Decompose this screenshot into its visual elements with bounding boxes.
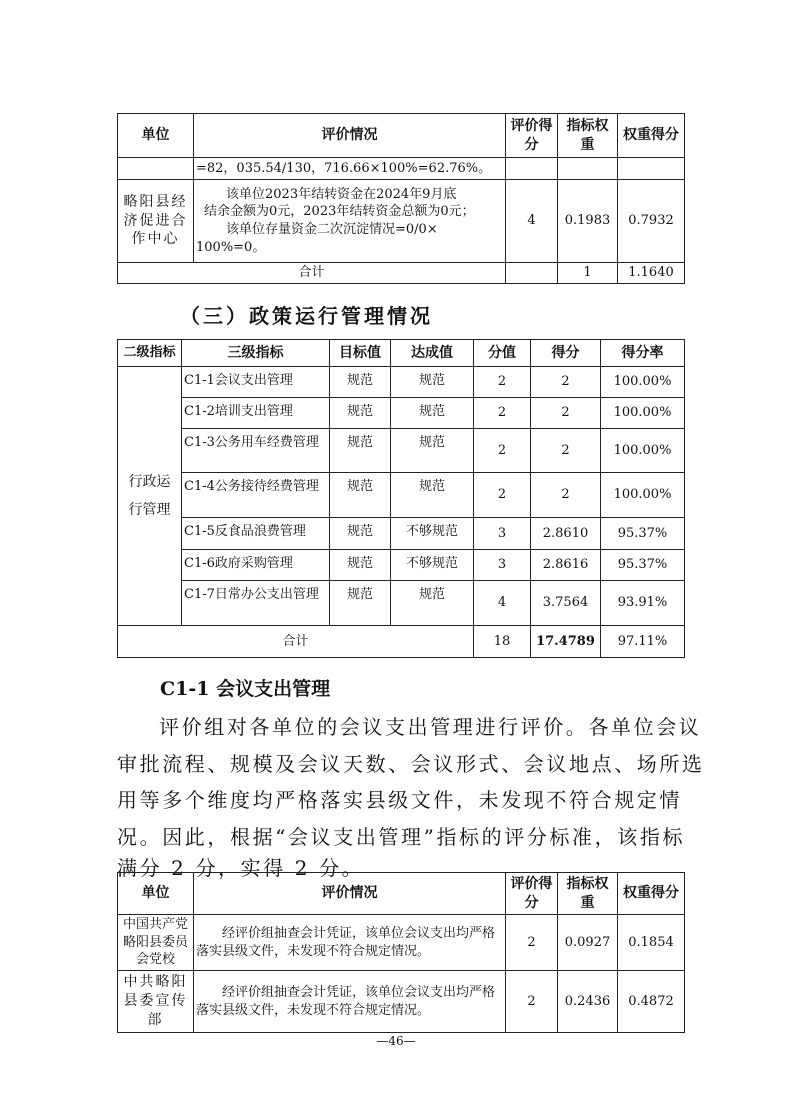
text-line: 满分 2 分，实得 2 分。: [117, 856, 365, 880]
cell-weighted-score: 0.4872: [618, 971, 685, 1033]
cell-rate: 93.91%: [601, 581, 685, 626]
total-label: 合计: [118, 263, 506, 284]
cell-score: 2: [506, 915, 558, 971]
table-header: [118, 340, 685, 367]
text-line: 评价组对各单位的会议支出管理进行评价。各单位会议: [159, 715, 702, 739]
cell-group: 行政运行管理: [118, 367, 182, 626]
cell-unit: 中共略阳县委宣传部: [118, 971, 194, 1033]
cell-target: 规范: [330, 581, 391, 626]
total-value: 18: [474, 626, 531, 658]
cell-unit: 略阳县经济促进合作中心: [118, 180, 194, 263]
table-header: [118, 114, 685, 158]
col-weighted-score: 权重得分: [618, 873, 685, 915]
cell-evaluation: 经评价组抽查会计凭证，该单位会议支出均严格落实县级文件，未发现不符合规定情况。: [194, 915, 506, 971]
col-score: 评价得分: [506, 114, 558, 158]
text-line: 结余金额为0元，2023年结转资金总额为0元；: [204, 204, 475, 220]
cell-rate: 100.00%: [601, 398, 685, 429]
cell-score: 2.8616: [531, 550, 601, 581]
cell-weighted-score: 0.7932: [618, 180, 685, 263]
text-line: 审批流程、规模及会议天数、会议形式、会议地点、场所选: [117, 751, 705, 776]
total-weight: 1: [558, 263, 618, 284]
cell-score: 2: [531, 367, 601, 398]
cell-score: 2: [531, 429, 601, 473]
col-actual: 达成值: [391, 340, 474, 367]
cell-target: 规范: [330, 398, 391, 429]
col-evaluation: 评价情况: [194, 873, 506, 915]
text-line: 100%=0。: [196, 239, 266, 255]
cell-text: =82，035.54/130，716.66×100%=62.76%。: [194, 158, 506, 180]
table-row: [118, 581, 685, 626]
col-level2: 二级指标: [118, 340, 182, 367]
section-heading: （三）政策运行管理情况: [180, 304, 433, 328]
cell-target: 规范: [330, 550, 391, 581]
total-row: [118, 626, 685, 658]
total-rate: 97.11%: [601, 626, 685, 658]
cell-value: 3: [474, 550, 531, 581]
text-line: 况。因此，根据“会议支出管理”指标的评分标准，该指标: [117, 824, 686, 849]
table-row: [118, 398, 685, 429]
col-target: 目标值: [330, 340, 391, 367]
cell-name: C1-5反食品浪费管理: [182, 518, 330, 550]
cell-name: C1-3公务用车经费管理: [182, 429, 330, 473]
col-evaluation: 评价情况: [194, 114, 506, 158]
cell-target: 规范: [330, 473, 391, 518]
cell-actual: 规范: [391, 429, 474, 473]
cell-value: 2: [474, 367, 531, 398]
cell-actual: 不够规范: [391, 550, 474, 581]
cell-value: 2: [474, 429, 531, 473]
cell-value: 3: [474, 518, 531, 550]
table-meeting-expense: [117, 872, 685, 1033]
cell-rate: 100.00%: [601, 473, 685, 518]
cell-actual: 规范: [391, 473, 474, 518]
col-weighted-score: 权重得分: [618, 114, 685, 158]
col-score: 评价得分: [506, 873, 558, 915]
cell-score: 4: [506, 180, 558, 263]
table-row: [118, 518, 685, 550]
cell-score: 2: [531, 473, 601, 518]
table-header: [118, 873, 685, 915]
cell-weighted-score: 0.1854: [618, 915, 685, 971]
cell-weight: 0.0927: [558, 915, 618, 971]
table-row: [118, 915, 685, 971]
table-row: [118, 473, 685, 518]
cell-target: 规范: [330, 429, 391, 473]
col-weight: 指标权重: [558, 873, 618, 915]
page-number: —46—: [376, 1034, 416, 1048]
cell-target: 规范: [330, 518, 391, 550]
total-weighted-score: 1.1640: [618, 263, 685, 284]
cell-name: C1-2培训支出管理: [182, 398, 330, 429]
cell-value: 2: [474, 398, 531, 429]
col-unit: 单位: [118, 114, 194, 158]
table-row: [118, 550, 685, 581]
col-unit: 单位: [118, 873, 194, 915]
table-row: [118, 180, 685, 263]
cell-score: 3.7564: [531, 581, 601, 626]
table-row: [118, 971, 685, 1033]
body-paragraph: [117, 709, 705, 881]
total-score: 17.4789: [531, 626, 601, 658]
sub-heading: C1-1 会议支出管理: [160, 678, 331, 700]
table-fund-evaluation: [117, 113, 685, 284]
col-weight: 指标权重: [558, 114, 618, 158]
cell-actual: 规范: [391, 398, 474, 429]
table-row: [118, 429, 685, 473]
cell-score: 2: [506, 971, 558, 1033]
cell-value: 2: [474, 473, 531, 518]
cell-name: C1-6政府采购管理: [182, 550, 330, 581]
cell-actual: 不够规范: [391, 518, 474, 550]
text-line: 该单位2023年结转资金在2024年9月底: [226, 186, 457, 202]
cell-name: C1-1会议支出管理: [182, 367, 330, 398]
cell-weight: 0.1983: [558, 180, 618, 263]
cell-rate: 95.37%: [601, 518, 685, 550]
cell-value: 4: [474, 581, 531, 626]
cell-score: 2: [531, 398, 601, 429]
cell-rate: 95.37%: [601, 550, 685, 581]
cell-evaluation: 经评价组抽查会计凭证，该单位会议支出均严格落实县级文件，未发现不符合规定情况。: [194, 971, 506, 1033]
total-label: 合计: [118, 626, 474, 658]
cell-target: 规范: [330, 367, 391, 398]
col-rate: 得分率: [601, 340, 685, 367]
total-row: [118, 263, 685, 284]
cell-rate: 100.00%: [601, 367, 685, 398]
col-level3: 三级指标: [182, 340, 330, 367]
cell-weight: 0.2436: [558, 971, 618, 1033]
col-score: 得分: [531, 340, 601, 367]
table-policy-management: [117, 339, 685, 658]
cell-actual: 规范: [391, 581, 474, 626]
cell-unit: 中国共产党略阳县委员会党校: [118, 915, 194, 971]
table-row: [118, 367, 685, 398]
text-line: 用等多个维度均严格落实县级文件，未发现不符合规定情: [117, 788, 682, 812]
cell-evaluation: [194, 180, 506, 263]
cell-rate: 100.00%: [601, 429, 685, 473]
table-row: [118, 158, 685, 180]
text-line: 该单位存量资金二次沉淀情况=0/0×: [226, 222, 438, 237]
col-value: 分值: [474, 340, 531, 367]
cell-score: 2.8610: [531, 518, 601, 550]
cell-name: C1-7日常办公支出管理: [182, 581, 330, 626]
cell-actual: 规范: [391, 367, 474, 398]
cell-name: C1-4公务接待经费管理: [182, 473, 330, 518]
